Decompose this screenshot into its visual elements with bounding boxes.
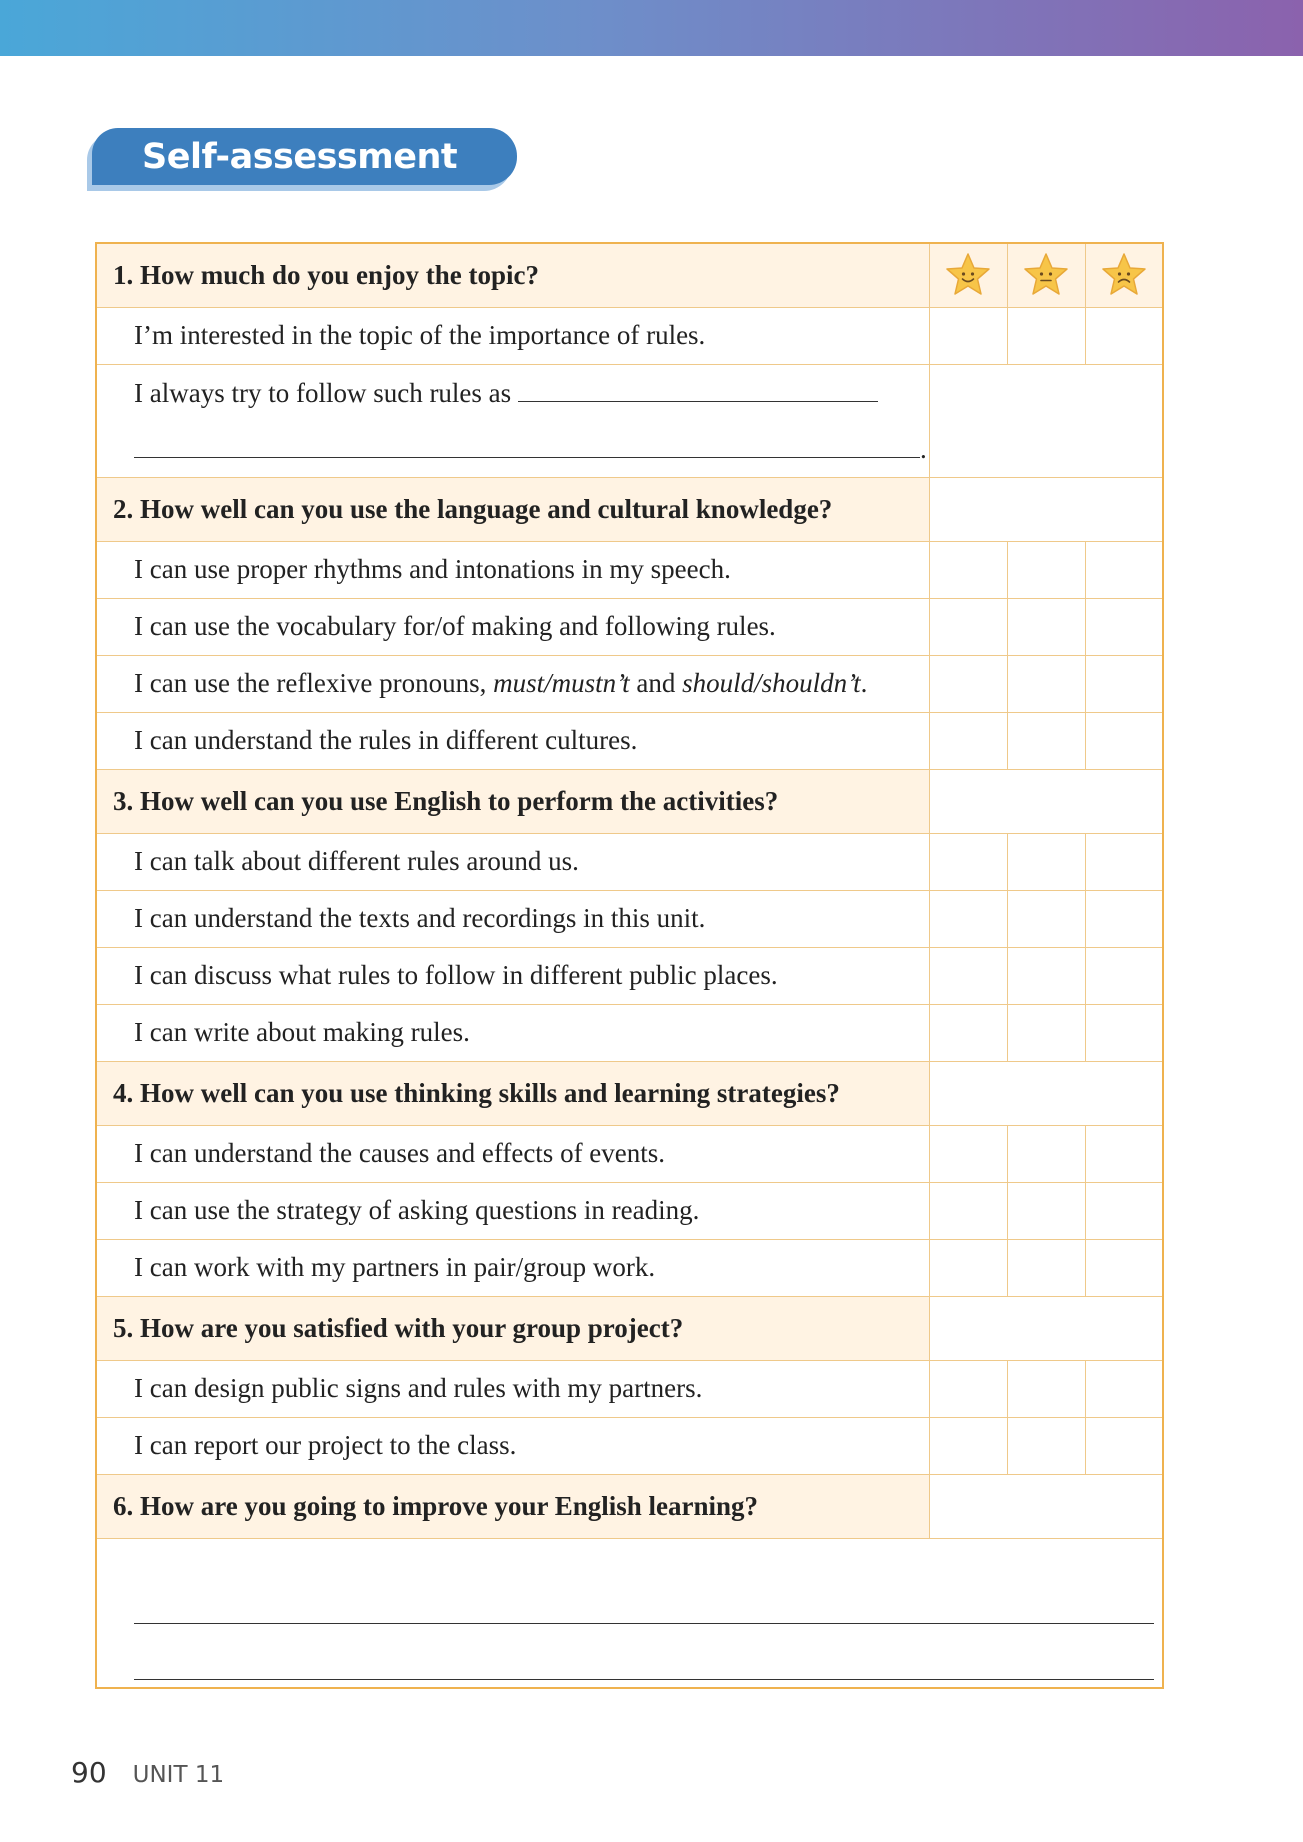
rating-cell-happy[interactable] [929,1239,1007,1296]
blank-prompt: I always try to follow such rules as [134,377,512,408]
rating-cell-happy[interactable] [929,541,1007,598]
rating-cell-happy[interactable] [929,1360,1007,1417]
statement: I can use the vocabulary for/of making and following rules. [96,598,929,655]
statement: I can talk about different rules around us. [96,833,929,890]
question-row-4 [96,1061,1163,1125]
statement: I can discuss what rules to follow in different public places. [96,947,929,1004]
empty-rating-area [929,1061,1163,1125]
empty-rating-area [929,1296,1163,1360]
statement-row [96,655,1163,712]
question-6: 6. How are you going to improve your English learning? [96,1474,929,1538]
self-assessment-table [95,242,1164,1689]
question-4: 4. How well can you use thinking skills and learning strategies? [96,1061,929,1125]
statement-row [96,541,1163,598]
question-row-5 [96,1296,1163,1360]
star-sad-icon [1100,251,1148,299]
rating-cell-neutral[interactable] [1007,1360,1085,1417]
statement-row-blank [96,364,1163,477]
writing-area [96,1538,1163,1688]
rating-cell-happy[interactable] [929,947,1007,1004]
rating-cell-sad[interactable] [1085,541,1163,598]
rating-cell-sad[interactable] [1085,890,1163,947]
top-color-band [0,0,1303,56]
rating-cell-sad[interactable] [1085,655,1163,712]
rating-cell-sad[interactable] [1085,1360,1163,1417]
rating-cell-sad[interactable] [1085,1125,1163,1182]
rating-cell-happy[interactable] [929,1182,1007,1239]
writing-line-2[interactable] [134,1624,1154,1680]
section-heading: Self-assessment [142,136,458,177]
rating-cell-neutral[interactable] [1007,1239,1085,1296]
rating-cell-sad[interactable] [1085,712,1163,769]
rating-header-sad [1085,243,1163,307]
statement-part: I can use the reflexive pronouns, [134,668,494,698]
rating-cell-neutral[interactable] [1007,947,1085,1004]
rating-cell-neutral[interactable] [1007,598,1085,655]
rating-cell-sad[interactable] [1085,947,1163,1004]
rating-cell-neutral[interactable] [1007,890,1085,947]
statement: I can understand the texts and recordings in this unit. [96,890,929,947]
rating-cell-neutral[interactable] [1007,833,1085,890]
rating-cell-happy[interactable] [929,1417,1007,1474]
statement-row [96,1125,1163,1182]
statement-row [96,1004,1163,1061]
statement-row [96,598,1163,655]
empty-rating-area [929,1474,1163,1538]
rating-cell-happy[interactable] [929,890,1007,947]
statement-term: must/mustn’t [493,668,630,698]
statement: I can understand the rules in different cultures. [96,712,929,769]
rating-cell-sad[interactable] [1085,1239,1163,1296]
page-footer [71,1756,224,1789]
rating-cell-sad[interactable] [1085,598,1163,655]
rating-cell-sad[interactable] [1085,1182,1163,1239]
statement-with-blank: I always try to follow such rules as . [96,364,929,477]
statement-row [96,1417,1163,1474]
statement: I can design public signs and rules with my partners. [96,1360,929,1417]
statement-part: . [860,668,868,698]
question-row-1 [96,243,1163,307]
star-happy-icon [944,251,992,299]
statement-pronouns [96,655,929,712]
rating-cell-happy[interactable] [929,833,1007,890]
rating-cell-happy[interactable] [929,1125,1007,1182]
statement: I can understand the causes and effects of events. [96,1125,929,1182]
statement-row [96,1182,1163,1239]
rating-cell-happy[interactable] [929,712,1007,769]
empty-rating-area [929,769,1163,833]
rating-cell-happy[interactable] [929,655,1007,712]
section-heading-tab [92,128,517,185]
rating-cell-neutral[interactable] [1007,1417,1085,1474]
question-3: 3. How well can you use English to perform the activities? [96,769,929,833]
statement: I can report our project to the class. [96,1417,929,1474]
writing-line-1[interactable] [134,1568,1154,1624]
empty-rating-area [929,477,1163,541]
rating-cell-happy[interactable] [929,307,1007,364]
question-1: 1. How much do you enjoy the topic? [96,243,929,307]
answer-blank-2[interactable] [134,432,920,458]
question-row-6 [96,1474,1163,1538]
statement-row [96,1360,1163,1417]
statement: I can write about making rules. [96,1004,929,1061]
answer-blank-1[interactable] [518,376,878,402]
writing-area-row [96,1538,1163,1688]
rating-cell-happy[interactable] [929,598,1007,655]
rating-cell-neutral[interactable] [1007,1004,1085,1061]
statement: I’m interested in the topic of the importance of rules. [96,307,929,364]
rating-cell-neutral[interactable] [1007,1125,1085,1182]
statement-term: should/shouldn’t [682,668,861,698]
statement-row [96,712,1163,769]
rating-cell-sad[interactable] [1085,1004,1163,1061]
rating-cell-neutral[interactable] [1007,541,1085,598]
question-5: 5. How are you satisfied with your group project? [96,1296,929,1360]
statement: I can work with my partners in pair/group work. [96,1239,929,1296]
statement-row [96,307,1163,364]
rating-cell-neutral[interactable] [1007,307,1085,364]
rating-cell-sad[interactable] [1085,833,1163,890]
rating-cell-neutral[interactable] [1007,1182,1085,1239]
page-number: 90 [71,1756,107,1789]
rating-cell-happy[interactable] [929,1004,1007,1061]
empty-rating-area [929,364,1163,477]
statement-row [96,1239,1163,1296]
question-row-3 [96,769,1163,833]
rating-cell-neutral[interactable] [1007,712,1085,769]
statement: I can use the strategy of asking questions in reading. [96,1182,929,1239]
unit-label: UNIT 11 [132,1762,225,1788]
question-row-2 [96,477,1163,541]
statement-row [96,890,1163,947]
rating-header-happy [929,243,1007,307]
rating-cell-neutral[interactable] [1007,655,1085,712]
star-neutral-icon [1022,251,1070,299]
rating-cell-sad[interactable] [1085,1417,1163,1474]
rating-header-neutral [1007,243,1085,307]
statement-row [96,833,1163,890]
question-2: 2. How well can you use the language and cultural knowledge? [96,477,929,541]
statement: I can use proper rhythms and intonations in my speech. [96,541,929,598]
rating-cell-sad[interactable] [1085,307,1163,364]
statement-row [96,947,1163,1004]
statement-part: and [629,668,683,698]
